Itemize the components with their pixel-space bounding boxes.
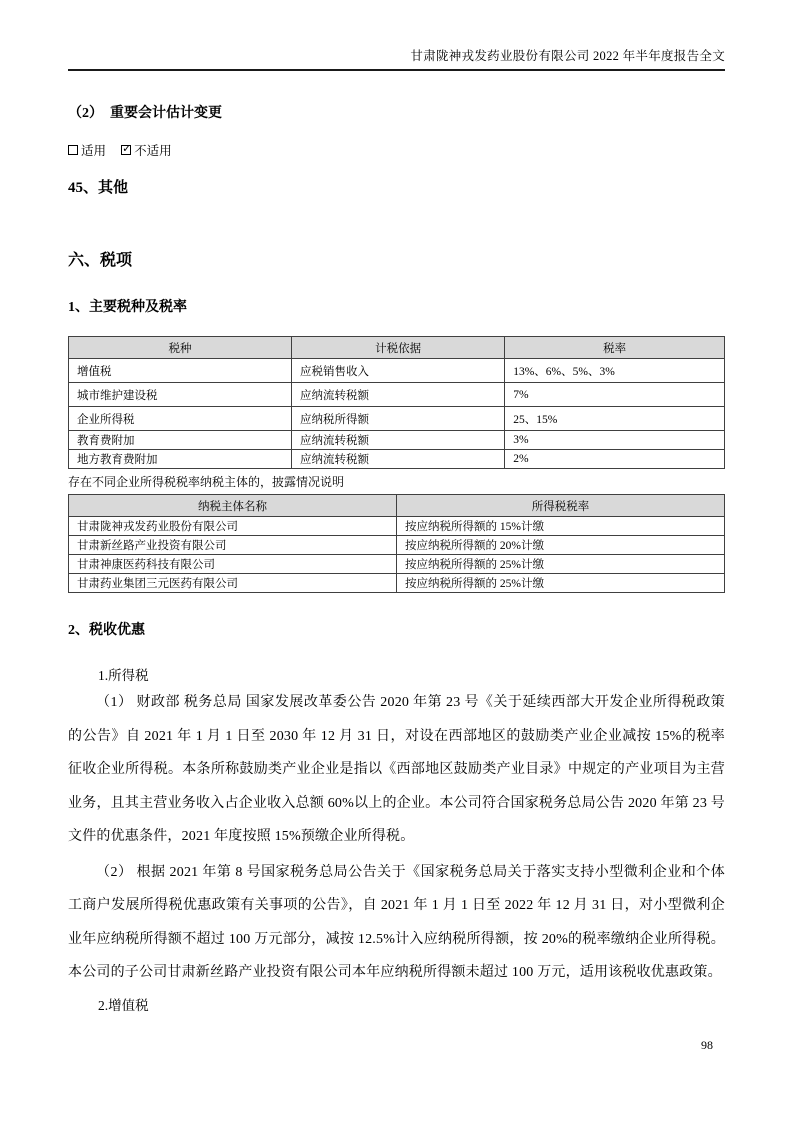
heading-tax-incentives: 2、税收优惠: [68, 623, 145, 638]
table-row: [69, 450, 725, 469]
checkbox-applicable-label: 适用: [81, 144, 107, 158]
heading-tax-items: 六、税项: [68, 252, 133, 269]
table-row: [69, 536, 725, 555]
table-cell: 城市维护建设税: [69, 383, 292, 407]
heading-income-tax: 1.所得税: [98, 668, 149, 683]
table-cell: 甘肃神康医药科技有限公司: [69, 555, 397, 574]
table-row: [69, 555, 725, 574]
tax-rate-table: [68, 336, 725, 469]
table-cell: 地方教育费附加: [69, 450, 292, 469]
heading-vat: 2.增值税: [98, 997, 149, 1013]
heading-other: 45、其他: [68, 180, 129, 196]
table-cell: 甘肃药业集团三元医药有限公司: [69, 574, 397, 593]
table-cell: 7%: [505, 383, 725, 407]
column-header: 计税依据: [292, 337, 505, 359]
table-cell: 按应纳税所得额的 25%计缴: [397, 555, 725, 574]
table-row: [69, 574, 725, 593]
table-cell: 企业所得税: [69, 407, 292, 431]
table-cell: 25、15%: [505, 407, 725, 431]
report-header-title: 甘肃陇神戎发药业股份有限公司 2022 年半年度报告全文: [410, 49, 725, 63]
table-cell: 增值税: [69, 359, 292, 383]
column-header: 所得税税率: [397, 495, 725, 517]
checkbox-applicable: [68, 141, 106, 159]
page-number: 98: [701, 1038, 713, 1052]
table-cell: 按应纳税所得额的 20%计缴: [397, 536, 725, 555]
table-cell: 应纳流转税额: [292, 431, 505, 450]
table-row: [69, 383, 725, 407]
table-cell: 甘肃陇神戎发药业股份有限公司: [69, 517, 397, 536]
different-rate-note: 存在不同企业所得税税率纳税主体的，披露情况说明: [68, 475, 345, 489]
table-row: [69, 359, 725, 383]
header-divider: [68, 69, 725, 71]
table-cell: 应纳流转税额: [292, 383, 505, 407]
table-header-row: [69, 495, 725, 517]
income-tax-paragraph-2: （2） 根据 2021 年第 8 号国家税务总局公告关于《国家税务总局关于落实支持小型微利企业和个体工商户发展所得税优惠政策有关事项的公告》，自 2021 年 1 月 1 日至 2022 年 12 月 31 日，对小型微利企业年应纳税所得额不超过 100 万元部分，减按 12.5%计入应纳税所得额，按 20%的税率缴纳企业所得税。本公司的子公司甘肃新丝路产业投资有限公司本年应纳税所得额未超过 100 万元，适用该税收优惠政策。: [68, 864, 725, 980]
checkbox-not-applicable: [121, 141, 172, 159]
heading-accounting-estimate-change: （2） 重要会计估计变更: [68, 106, 222, 121]
table-cell: 应纳税所得额: [292, 407, 505, 431]
column-header: 税种: [69, 337, 292, 359]
table-cell: 按应纳税所得额的 25%计缴: [397, 574, 725, 593]
table-cell: 应税销售收入: [292, 359, 505, 383]
income-tax-paragraph-1: （1） 财政部 税务总局 国家发展改革委公告 2020 年第 23 号《关于延续西部大开发企业所得税政策的公告》自 2021 年 1 月 1 日至 2030 年 12 月 31 日，对设在西部地区的鼓励类产业企业减按 15%的税率征收企业所得税。本条所称鼓励类产业企业是指以《西部地区鼓励类产业目录》中规定的产业项目为主营业务，且其主营业务收入占企业收入总额 60%以上的企业。本公司符合国家税务总局公告 2020 年第 23 号文件的优惠条件，2021 年度按照 15%预缴企业所得税。: [68, 695, 725, 844]
table-row: [69, 407, 725, 431]
table-cell: 甘肃新丝路产业投资有限公司: [69, 536, 397, 555]
table-cell: 13%、6%、5%、3%: [505, 359, 725, 383]
column-header: 纳税主体名称: [69, 495, 397, 517]
table-cell: 应纳流转税额: [292, 450, 505, 469]
table-cell: 按应纳税所得额的 15%计缴: [397, 517, 725, 536]
heading-main-tax-types: 1、主要税种及税率: [68, 300, 187, 315]
checked-checkbox-icon: [121, 145, 131, 155]
table-row: [69, 517, 725, 536]
column-header: 税率: [505, 337, 725, 359]
unchecked-checkbox-icon: [68, 145, 78, 155]
table-cell: 2%: [505, 450, 725, 469]
table-cell: 3%: [505, 431, 725, 450]
table-row: [69, 431, 725, 450]
checkbox-not-applicable-label: 不适用: [134, 144, 172, 158]
table-cell: 教育费附加: [69, 431, 292, 450]
table-header-row: [69, 337, 725, 359]
applicability-line: [68, 141, 725, 159]
taxpayer-entity-table: [68, 494, 725, 593]
